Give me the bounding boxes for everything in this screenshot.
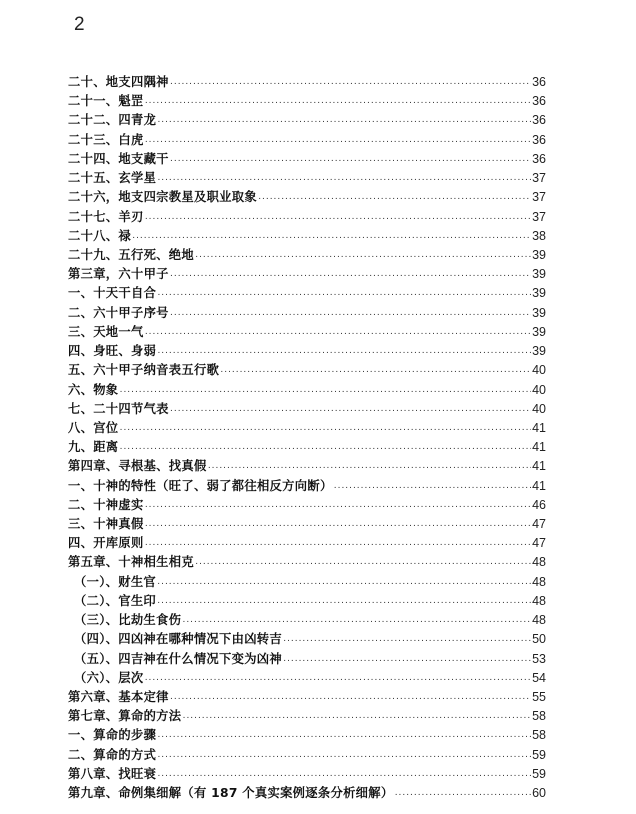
toc-entry[interactable]	[68, 419, 546, 438]
toc-entry[interactable]	[68, 342, 546, 361]
toc-entry-page: 59	[532, 747, 546, 762]
toc-entry-page: 48	[532, 574, 546, 589]
toc-entry-page: 58	[532, 728, 546, 743]
toc-entry-page: 48	[532, 593, 546, 608]
toc-entry-title: （五）、四吉神在什么情况下变为凶神	[74, 651, 282, 666]
toc-entry-page: 47	[532, 517, 546, 532]
toc-entry[interactable]	[68, 188, 546, 207]
toc-entry-title: （一）、财生官	[74, 574, 157, 589]
toc-entry[interactable]	[68, 496, 546, 515]
toc-dot-leader	[182, 708, 531, 726]
toc-entry-title: 二十一、魁罡	[68, 94, 144, 109]
toc-entry-title: 第五章、十神相生相克	[68, 555, 194, 570]
toc-entry[interactable]	[68, 707, 546, 726]
toc-entry[interactable]	[68, 457, 546, 476]
toc-entry-title: 二十七、羊刃	[68, 209, 144, 224]
toc-entry-title: 七、二十四节气表	[68, 401, 169, 416]
toc-entry-page: 39	[532, 286, 546, 301]
toc-dot-leader	[145, 324, 532, 342]
toc-entry-title: 第八章、找旺衰	[68, 766, 157, 781]
toc-dot-leader	[119, 420, 531, 438]
toc-entry-title: 二十四、地支藏干	[68, 151, 169, 166]
toc-entry-page: 36	[532, 132, 546, 147]
toc-entry-page: 39	[532, 247, 546, 262]
toc-entry-page: 55	[532, 690, 546, 704]
toc-entry-title: 八、宫位	[68, 420, 119, 435]
toc-entry[interactable]	[68, 381, 546, 400]
toc-dot-leader	[119, 439, 531, 457]
toc-entry-page: 50	[532, 632, 546, 647]
toc-dot-leader	[157, 285, 531, 303]
toc-entry-title: 三、天地一气	[68, 324, 144, 339]
toc-entry-title: （三）、比劫生食伤	[74, 613, 182, 628]
toc-entry-page: 59	[532, 766, 546, 781]
toc-dot-leader	[157, 593, 531, 611]
toc-dot-leader	[157, 574, 531, 592]
toc-dot-leader	[157, 112, 531, 130]
toc-entry-page: 41	[532, 478, 546, 493]
toc-entry-title: 三、十神真假	[68, 517, 144, 532]
toc-entry-title: 二十六，地支四宗教星及职业取象	[68, 190, 257, 205]
toc-entry-title: （二）、官生印	[74, 593, 157, 608]
toc-entry-title: 二、十神虚实	[68, 497, 144, 512]
toc-entry-page: 39	[532, 344, 546, 359]
toc-dot-leader	[283, 651, 531, 669]
toc-entry[interactable]	[68, 477, 546, 496]
toc-entry-title: 二十八、禄	[68, 228, 131, 243]
toc-entry[interactable]	[68, 611, 546, 630]
toc-entry[interactable]	[68, 669, 546, 688]
toc-entry-title: 一、十神的特性（旺了、弱了都往相反方向断）	[68, 478, 333, 493]
toc-dot-leader	[220, 362, 531, 380]
toc-entry-title: 第四章、寻根基、找真假	[68, 459, 207, 474]
toc-dot-leader	[170, 74, 531, 92]
toc-entry-title: 五、六十甲子纳音表五行歌	[68, 363, 220, 378]
toc-entry[interactable]	[68, 73, 546, 92]
toc-entry[interactable]	[68, 400, 546, 419]
toc-entry[interactable]	[68, 265, 546, 284]
toc-entry-title: 第九章、命例集细解（有 187 个真实案例逐条分析细解）	[68, 786, 394, 801]
toc-dot-leader	[182, 612, 531, 630]
toc-entry-page: 48	[532, 555, 546, 570]
toc-entry-page: 41	[532, 440, 546, 455]
toc-dot-leader	[157, 343, 531, 361]
toc-entry-page: 36	[532, 94, 546, 109]
toc-entry-title: 二、算命的方式	[68, 747, 157, 762]
toc-entry[interactable]	[68, 746, 546, 765]
toc-entry-title: 九、距离	[68, 440, 119, 455]
toc-entry-page: 53	[532, 651, 546, 666]
toc-entry-page: 47	[532, 536, 546, 551]
toc-entry-page: 40	[532, 363, 546, 378]
toc-dot-leader	[157, 747, 531, 765]
toc-entry-page: 48	[532, 613, 546, 628]
toc-entry-page: 37	[532, 171, 546, 186]
toc-entry[interactable]	[68, 438, 546, 457]
toc-dot-leader	[170, 401, 531, 419]
toc-entry-page: 46	[532, 497, 546, 512]
toc-dot-leader	[170, 305, 531, 323]
toc-dot-leader	[157, 766, 531, 784]
toc-dot-leader	[157, 727, 531, 745]
table-of-contents	[68, 73, 546, 803]
page-number: 2	[74, 14, 85, 35]
toc-entry-title: 第三章，六十甲子	[68, 267, 169, 282]
toc-dot-leader	[132, 228, 531, 246]
toc-dot-leader	[157, 170, 531, 188]
toc-dot-leader	[195, 554, 531, 572]
toc-dot-leader	[145, 93, 532, 111]
toc-entry-page: 39	[532, 267, 546, 282]
toc-entry[interactable]	[68, 765, 546, 784]
toc-entry[interactable]	[68, 246, 546, 265]
toc-entry-title: 一、算命的步骤	[68, 728, 157, 743]
toc-entry-title: 四、身旺、身弱	[68, 344, 157, 359]
toc-entry-title: 二十二、四青龙	[68, 113, 157, 128]
toc-entry[interactable]	[68, 573, 546, 592]
toc-dot-leader	[145, 497, 532, 515]
toc-entry[interactable]	[68, 726, 546, 745]
toc-entry[interactable]	[68, 630, 546, 649]
toc-dot-leader	[144, 670, 531, 688]
toc-dot-leader	[145, 535, 532, 553]
toc-entry[interactable]	[68, 150, 546, 169]
toc-entry-page: 36	[532, 75, 546, 89]
toc-entry[interactable]	[68, 323, 546, 342]
toc-entry[interactable]	[68, 515, 546, 534]
toc-entry-page: 36	[532, 151, 546, 166]
toc-entry-page: 41	[532, 420, 546, 435]
toc-entry[interactable]	[68, 688, 546, 707]
toc-entry[interactable]	[68, 534, 546, 553]
toc-entry[interactable]	[68, 208, 546, 227]
toc-entry-title: 二十五、玄学星	[68, 171, 157, 186]
toc-entry-page: 58	[532, 709, 546, 724]
toc-entry[interactable]	[68, 169, 546, 188]
toc-dot-leader	[145, 132, 532, 150]
toc-dot-leader	[334, 478, 532, 496]
toc-entry-title: 二、六十甲子序号	[68, 305, 169, 320]
toc-entry-page: 39	[532, 324, 546, 339]
toc-dot-leader	[283, 631, 531, 649]
toc-entry[interactable]	[68, 784, 546, 803]
toc-entry[interactable]	[68, 553, 546, 572]
toc-dot-leader	[119, 382, 531, 400]
toc-entry[interactable]	[68, 361, 546, 380]
toc-entry[interactable]	[68, 592, 546, 611]
toc-dot-leader	[170, 266, 531, 284]
toc-entry-page: 41	[532, 459, 546, 474]
toc-entry-title: 二十、地支四隅神	[68, 75, 169, 89]
toc-entry-page: 37	[532, 209, 546, 224]
toc-dot-leader	[258, 189, 531, 207]
toc-dot-leader	[145, 516, 532, 534]
toc-entry[interactable]	[68, 650, 546, 669]
toc-entry-page: 40	[532, 401, 546, 416]
toc-dot-leader	[195, 247, 531, 265]
toc-dot-leader	[170, 151, 531, 169]
toc-dot-leader	[394, 785, 531, 803]
toc-entry-title: 一、十天干自合	[68, 286, 157, 301]
toc-entry-title: 六、物象	[68, 382, 119, 397]
toc-entry[interactable]	[68, 284, 546, 303]
toc-entry-title: 四、开库原则	[68, 536, 144, 551]
toc-dot-leader	[208, 458, 532, 476]
toc-entry[interactable]	[68, 304, 546, 323]
toc-entry-title: （六）、层次	[74, 670, 144, 685]
toc-entry-page: 38	[532, 228, 546, 243]
toc-entry-page: 60	[532, 786, 546, 801]
toc-entry-title: 第六章、基本定律	[68, 690, 169, 704]
toc-entry-page: 36	[532, 113, 546, 128]
toc-entry-title: （四）、四凶神在哪种情况下由凶转吉	[74, 632, 282, 647]
toc-entry[interactable]	[68, 111, 546, 130]
toc-entry-page: 39	[532, 305, 546, 320]
toc-entry[interactable]	[68, 131, 546, 150]
toc-dot-leader	[170, 689, 531, 707]
toc-entry-page: 40	[532, 382, 546, 397]
toc-entry-title: 二十三、白虎	[68, 132, 144, 147]
toc-dot-leader	[145, 209, 532, 227]
toc-entry-title: 二十九、五行死、绝地	[68, 247, 194, 262]
toc-entry-page: 54	[532, 670, 546, 685]
toc-entry-title: 第七章、算命的方法	[68, 709, 182, 724]
toc-entry-page: 37	[532, 190, 546, 205]
toc-entry[interactable]	[68, 92, 546, 111]
toc-entry[interactable]	[68, 227, 546, 246]
